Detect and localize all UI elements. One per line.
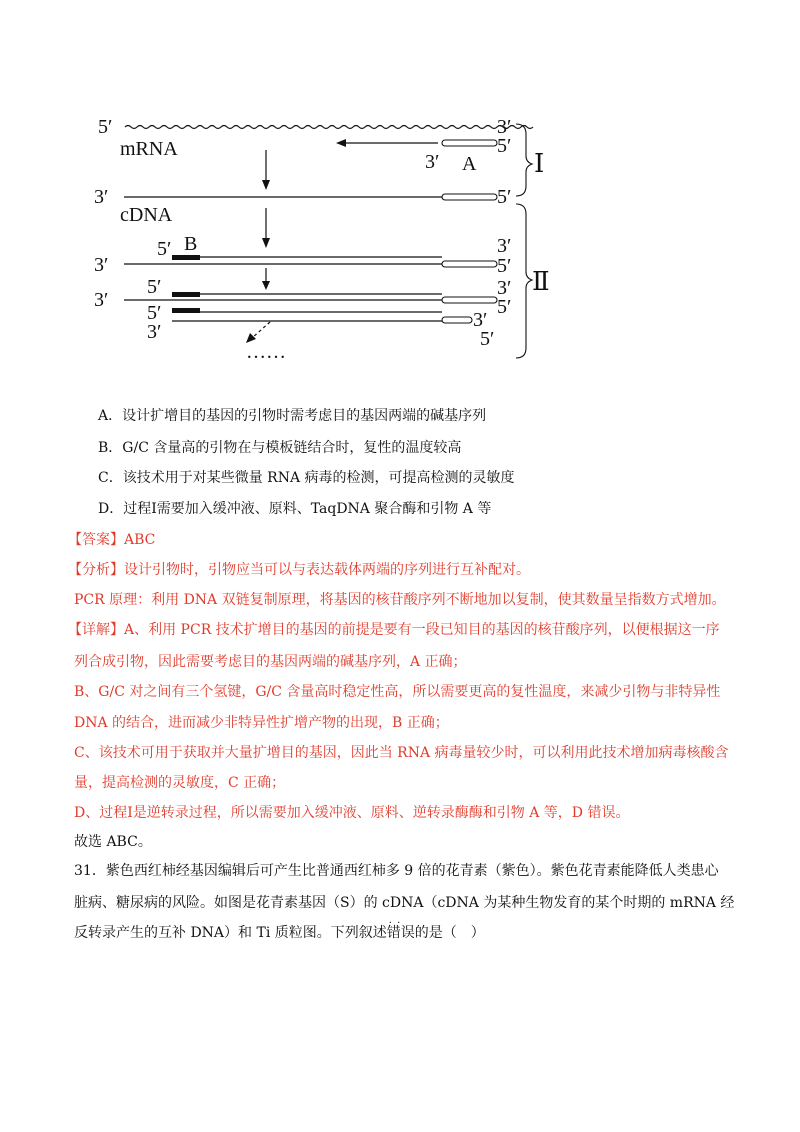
stage-2-label: Ⅱ bbox=[532, 267, 550, 296]
row5-left-3prime-label: 3′ bbox=[147, 321, 162, 343]
answer-value: ABC bbox=[124, 532, 156, 548]
cdna-3prime-label: 3′ bbox=[94, 186, 109, 208]
detail-c-line1: C、该技术可用于获取并大量扩增目的基因，因此当 RNA 病毒量较少时，可以利用此技术增加病毒核酸含 bbox=[74, 745, 729, 761]
q31-line2: 脏病、糖尿病的风险。如图是花青素基因（S）的 cDNA（cDNA 为某种生物发育的某个时期的 mRNA 经 bbox=[74, 895, 735, 911]
row3-right-5prime-label: 5′ bbox=[497, 255, 512, 277]
ellipsis-label: …… bbox=[246, 341, 286, 363]
mrna-label: mRNA bbox=[120, 138, 178, 160]
answer-tag: 【答案】 bbox=[68, 532, 124, 548]
stage-1-bracket bbox=[516, 124, 532, 196]
primer-b-label: B bbox=[184, 233, 198, 255]
stage-1-label: Ⅰ bbox=[534, 149, 545, 178]
primer-a-3prime-label: 3′ bbox=[425, 151, 440, 173]
row4-left-3prime-label: 3′ bbox=[94, 289, 109, 311]
detail-a-line2: 列合成引物，因此需要考虑目的基因两端的碱基序列，A 正确； bbox=[74, 654, 467, 670]
primer-a bbox=[442, 140, 497, 146]
row4-right-5prime-label: 5′ bbox=[497, 296, 512, 318]
detail-tag: 【详解】 bbox=[68, 622, 124, 638]
cdna-5prime-label: 5′ bbox=[497, 186, 512, 208]
detail-b-line1: B、G/C 对之间有三个氢键，G/C 含量高时稳定性高，所以需要更高的复性温度，来减少引物与非特异性 bbox=[74, 684, 721, 700]
q31-line1: 31．紫色西红柿经基因编辑后可产生比普通西红柿多 9 倍的花青素（紫色）。紫色花青素能降低人类患心 bbox=[74, 863, 719, 879]
option-d: D．过程Ⅰ需要加入缓冲液、原料、TaqDNA 聚合酶和引物 A 等 bbox=[98, 501, 492, 517]
mrna-3prime-label: 3′ bbox=[497, 116, 512, 138]
pcr-principle: PCR 原理：利用 DNA 双链复制原理，将基因的核苷酸序列不断地加以复制，使其数量呈指数方式增加。 bbox=[74, 592, 726, 608]
stage-2-bracket bbox=[516, 204, 532, 358]
row5-primer-a bbox=[442, 317, 472, 323]
detail-a-text: A、利用 PCR 技术扩增目的基因的前提是要有一段已知目的基因的核苷酸序列，以便根据这一序 bbox=[124, 622, 720, 638]
primer-b-5prime-label: 5′ bbox=[157, 238, 172, 260]
answer-line bbox=[68, 530, 155, 550]
mrna-strand bbox=[125, 126, 533, 129]
row3-right-3prime-label: 3′ bbox=[497, 235, 512, 257]
option-b: B．G/C 含量高的引物在与模板链结合时，复性的温度较高 bbox=[98, 440, 462, 456]
row5-right-5prime-label: 5′ bbox=[480, 328, 495, 350]
q31-line3-pre: 反转录产生的互补 DNA）和 Ti 质粒图。下列叙述 bbox=[74, 925, 387, 941]
mrna-5prime-label: 5′ bbox=[98, 116, 113, 138]
cdna-primer-a bbox=[442, 194, 497, 200]
row3-primer-a bbox=[442, 261, 497, 267]
detail-a-line1 bbox=[68, 620, 720, 640]
detail-d-line: D、过程Ⅰ是逆转录过程，所以需要加入缓冲液、原料、逆转录酶酶和引物 A 等，D 错误。 bbox=[74, 805, 630, 821]
row5-right-3prime-label: 3′ bbox=[473, 309, 488, 331]
option-a: A．设计扩增目的基因的引物时需考虑目的基因两端的碱基序列 bbox=[98, 408, 487, 424]
row3-left-3prime-label: 3′ bbox=[94, 254, 109, 276]
primer-a-5prime-label: 5′ bbox=[497, 135, 512, 157]
pcr-diagram bbox=[80, 100, 580, 370]
row5-left-5prime-label: 5′ bbox=[147, 302, 162, 324]
row4-right-3prime-label: 3′ bbox=[497, 277, 512, 299]
row4-left-5prime-label: 5′ bbox=[147, 276, 162, 298]
conclusion: 故选 ABC。 bbox=[74, 834, 152, 850]
arrowhead-left bbox=[336, 139, 346, 147]
primer-a-label: A bbox=[462, 153, 477, 175]
arrowhead-down-3 bbox=[262, 281, 270, 290]
detail-b-line2: DNA 的结合，进而减少非特异性扩增产物的出现，B 正确； bbox=[74, 715, 449, 731]
q31-line3 bbox=[74, 923, 485, 943]
row4-primer-a bbox=[442, 297, 497, 303]
arrowhead-down-2 bbox=[262, 238, 270, 248]
detail-c-line2: 量，提高检测的灵敏度，C 正确； bbox=[74, 775, 286, 791]
emphasis-wrong: · · 错误 bbox=[387, 923, 415, 943]
q31-line3-post: 的是（ ） bbox=[414, 925, 485, 941]
cdna-label: cDNA bbox=[120, 204, 173, 226]
arrowhead-down-1 bbox=[262, 180, 270, 190]
primer-b bbox=[172, 255, 200, 260]
analysis-line bbox=[68, 560, 530, 580]
option-c: C．该技术用于对某些微量 RNA 病毒的检测，可提高检测的灵敏度 bbox=[98, 470, 515, 486]
dashed-arrow bbox=[252, 322, 270, 338]
analysis-text: 设计引物时，引物应当可以与表达载体两端的序列进行互补配对。 bbox=[124, 562, 530, 578]
analysis-tag: 【分析】 bbox=[68, 562, 124, 578]
